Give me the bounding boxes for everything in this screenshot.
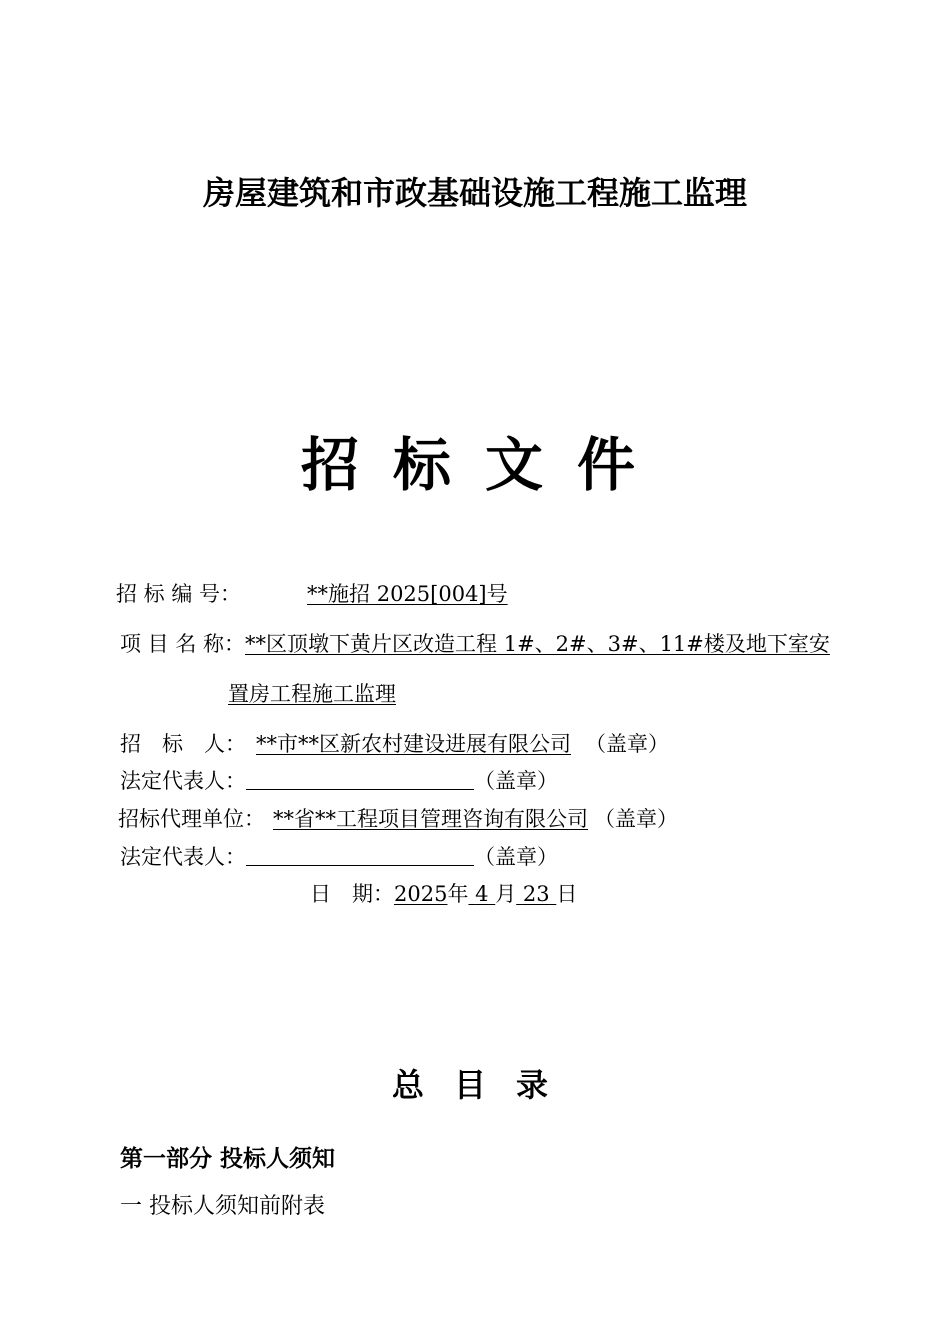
date-day-unit: 日 xyxy=(556,882,578,906)
date-year: 2025 xyxy=(394,882,448,906)
document-title: 招标文件 xyxy=(300,431,669,499)
bid-number-label: 招 标 编 号： xyxy=(116,582,242,606)
legal-rep-2-seal-note: （盖章） xyxy=(474,845,558,869)
legal-rep-1-label: 法定代表人： xyxy=(120,769,246,793)
tenderer-value: **市**区新农村建设进展有限公司 xyxy=(256,732,571,756)
tenderer-seal-note: （盖章） xyxy=(585,732,669,756)
project-name-value-line1: **区顶墩下黄片区改造工程 1#、2#、3#、11#楼及地下室安 xyxy=(245,632,830,656)
document-subtitle: 房屋建筑和市政基础设施工程施工监理 xyxy=(202,174,747,212)
agent-value: **省**工程项目管理咨询有限公司 xyxy=(273,807,588,831)
tenderer-row xyxy=(120,728,669,758)
agent-row xyxy=(118,803,678,833)
project-name-value-line2: 置房工程施工监理 xyxy=(228,682,396,706)
project-name-label: 项 目 名 称： xyxy=(120,632,246,656)
date-year-unit: 年 xyxy=(447,882,469,906)
date-label: 日 期： xyxy=(310,882,394,906)
date-day: 23 xyxy=(522,882,550,906)
agent-seal-note: （盖章） xyxy=(594,807,678,831)
toc-item-1[interactable]: 一 投标人须知前附表 xyxy=(120,1194,325,1219)
toc-part-1[interactable]: 第一部分 投标人须知 xyxy=(120,1146,336,1172)
bid-number-row xyxy=(116,578,588,608)
legal-rep-1-blank xyxy=(246,771,474,790)
agent-label: 招标代理单位： xyxy=(118,807,265,831)
tenderer-label: 招 标 人： xyxy=(120,732,246,756)
legal-rep-2-row xyxy=(120,841,558,871)
bid-number-value: **施招 2025[004]号 xyxy=(307,582,508,606)
legal-rep-1-seal-note: （盖章） xyxy=(474,769,558,793)
date-month-unit: 月 xyxy=(495,882,517,906)
date-row xyxy=(310,878,577,908)
legal-rep-1-row xyxy=(120,765,558,795)
project-name-row xyxy=(120,628,830,658)
toc-title: 总目录 xyxy=(391,1066,578,1104)
project-name-line2-row xyxy=(228,678,438,708)
date-month: 4 xyxy=(475,882,489,906)
legal-rep-2-label: 法定代表人： xyxy=(120,845,246,869)
legal-rep-2-blank xyxy=(246,847,474,866)
